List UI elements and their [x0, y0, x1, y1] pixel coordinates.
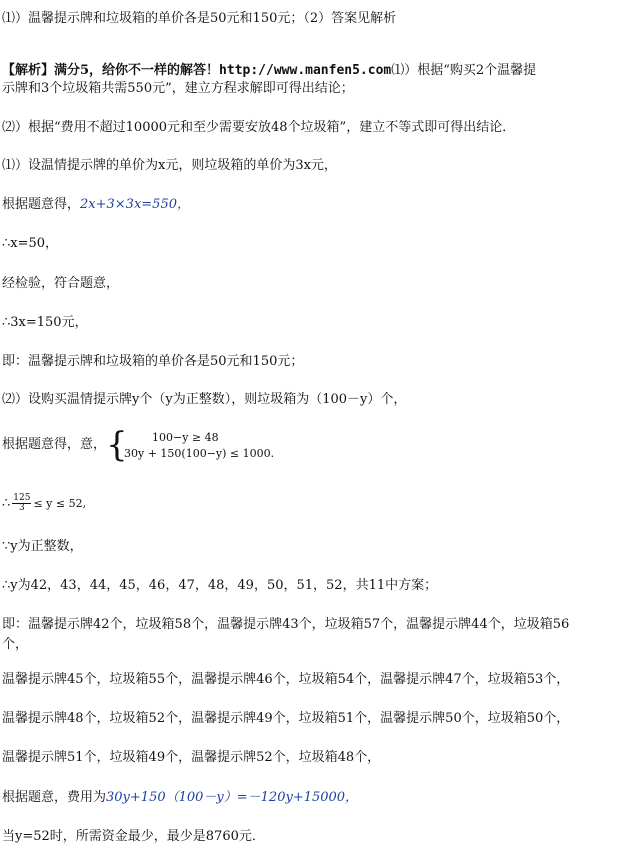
analysis-tag: 【解析】满分5，给你不一样的解答！: [2, 63, 220, 78]
plans-list-1: 即：温馨提示牌42个，垃圾箱58个，温馨提示牌43个，垃圾箱57个，温馨提示牌44个，垃圾箱56: [2, 617, 570, 632]
inequality-row-2: 30y + 150(100−y) ≤ 1000.: [124, 447, 275, 460]
cost-expression: 30y+150（100－y）=－120y+15000，: [106, 790, 359, 805]
plans-list-4: 温馨提示牌51个，垃圾箱49个，温馨提示牌52个，垃圾箱48个，: [2, 750, 381, 765]
solution-part2-setup: ⑵）设购买温情提示牌y个（y为正整数），则垃圾箱为（100－y）个，: [2, 392, 407, 407]
solution-x: ∴x=50，: [2, 236, 59, 251]
solution-3x: ∴3x=150元，: [2, 315, 88, 330]
solution-part1-setup: ⑴）设温情提示牌的单价为x元，则垃圾箱的单价为3x元，: [2, 158, 337, 173]
equation-line: [2, 198, 190, 211]
plans-list-3: 温馨提示牌48个，垃圾箱52个，温馨提示牌49个，垃圾箱51个，温馨提示牌50个，垃圾箱50个，: [2, 711, 570, 726]
fraction: [12, 494, 31, 513]
verification-text: 经检验，符合题意，: [2, 276, 120, 291]
equation: 2x+3×3x=550，: [80, 197, 190, 212]
analysis-header-line: [2, 64, 536, 77]
equation-prefix: 根据题意得，: [2, 197, 81, 212]
source-url: http://www.manfen5.com: [219, 63, 392, 78]
analysis-text: ⑴）根据“购买2个温馨提: [391, 63, 537, 78]
cost-line: [2, 791, 358, 804]
integer-condition: ∵y为正整数，: [2, 539, 83, 554]
inequality-range: ≤ y ≤ 52,: [33, 497, 87, 510]
plans-list-2: 温馨提示牌45个，垃圾箱55个，温馨提示牌46个，垃圾箱54个，温馨提示牌47个，垃圾箱53个，: [2, 672, 570, 687]
analysis-text-cont: 示牌和3个垃圾箱共需550元”，建立方程求解即可得出结论；: [2, 81, 354, 96]
inequality-prefix: 根据题意得，意，: [2, 437, 107, 452]
inequality-solution: [2, 494, 86, 513]
plan-values: ∴y为42，43，44，45，46，47，48，49，50，51，52，共11中方案；: [2, 578, 438, 593]
system-brace: {: [106, 425, 128, 465]
plans-list-1-cont: 个，: [2, 637, 29, 652]
answer-summary: ⑴）温馨提示牌和垃圾箱的单价各是50元和150元；（2）答案见解析: [2, 11, 397, 26]
cost-prefix: 根据题意，费用为: [2, 790, 107, 805]
fraction-numerator: 125: [13, 493, 31, 503]
conclusion-part1: 即：温馨提示牌和垃圾箱的单价各是50元和150元；: [2, 354, 304, 369]
final-answer: 当y=52时，所需资金最少，最少是8760元．: [2, 829, 265, 844]
analysis-part2: ⑵）根据“费用不超过10000元和至少需要安放48个垃圾箱”，建立不等式即可得出结论．: [2, 120, 516, 135]
inequality-row-1: 100−y ≥ 48: [152, 431, 219, 444]
therefore-symbol: ∴: [2, 496, 11, 511]
fraction-denominator: 3: [19, 503, 25, 513]
